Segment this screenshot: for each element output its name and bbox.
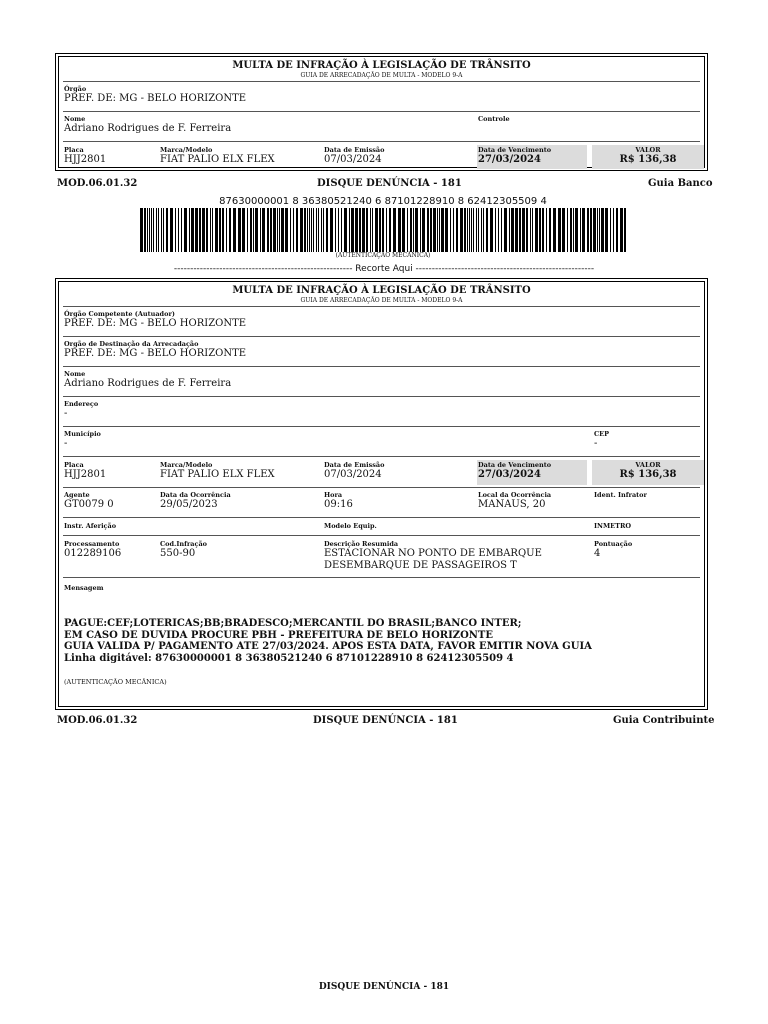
orgao-dest-field	[64, 340, 246, 360]
ident-label: Ident. Infrator	[594, 491, 647, 499]
controle-field	[478, 115, 510, 123]
placa-value: HJJ2801	[64, 154, 107, 165]
ocorrencia-value: 29/05/2023	[160, 499, 218, 510]
municipio-field	[64, 430, 101, 450]
divider	[63, 366, 700, 367]
desc-line-2: DESEMBARQUE DE PASSAGEIROS T	[324, 560, 517, 571]
proc-field	[64, 540, 121, 560]
divider	[63, 336, 700, 337]
orgao-value: PREF. DE: MG - BELO HORIZONTE	[64, 93, 247, 104]
endereco-field	[64, 400, 98, 420]
marca-value: FIAT PALIO ELX FLEX	[160, 154, 275, 165]
divider	[63, 535, 700, 536]
message-line-4: Linha digitável: 87630000001 8 36380521240 6 87101228910 8 62412305509 4	[64, 652, 514, 664]
orgao-label: Órgão	[64, 85, 87, 93]
local-field	[478, 491, 551, 511]
nome-label: Nome	[64, 370, 86, 378]
modelo-field	[324, 522, 377, 530]
modelo-label: Modelo Equip.	[324, 522, 377, 530]
inmetro-label: INMETRO	[594, 522, 632, 530]
hora-field	[324, 491, 353, 511]
ocorrencia-field	[160, 491, 231, 511]
vencimento-field	[478, 461, 551, 481]
proc-label: Processamento	[64, 540, 120, 548]
contrib-slip-subtitle: GUIA DE ARRECADAÇÃO DE MULTA - MODELO 9-A	[300, 297, 463, 304]
emissao-field	[324, 461, 384, 481]
desc-line-1: ESTACIONAR NO PONTO DE EMBARQUE	[324, 548, 542, 559]
orgao-dest-label: Orgão de Destinação da Arrecadação	[64, 340, 199, 348]
cep-field	[594, 430, 609, 450]
controle-label: Controle	[478, 115, 510, 123]
emissao-label: Data de Emissão	[324, 146, 385, 154]
local-label: Local da Ocorrência	[478, 491, 552, 499]
cod-field	[160, 540, 207, 560]
endereco-value: -	[64, 408, 68, 419]
placa-label: Placa	[64, 146, 84, 154]
pont-value: 4	[594, 548, 601, 559]
pont-label: Pontuação	[594, 540, 633, 548]
barcode-number: 87630000001 8 36380521240 6 87101228910 8 62412305509 4	[219, 196, 547, 207]
proc-value: 012289106	[64, 548, 122, 559]
pont-field	[594, 540, 632, 560]
emissao-value: 07/03/2024	[324, 154, 382, 165]
emissao-field	[324, 146, 384, 166]
marca-value: FIAT PALIO ELX FLEX	[160, 469, 275, 480]
bank-footer-center: DISQUE DENÚNCIA - 181	[317, 178, 462, 189]
local-value: MANAUS, 20	[478, 499, 546, 510]
nome-field	[64, 115, 231, 135]
nome-field	[64, 370, 231, 390]
hora-label: Hora	[324, 491, 343, 499]
hora-value: 09:16	[324, 499, 353, 510]
ident-field	[594, 491, 647, 499]
mensagem-label: Mensagem	[64, 584, 104, 592]
bank-slip-title: MULTA DE INFRAÇÃO À LEGISLAÇÃO DE TRÂNSITO	[232, 60, 531, 71]
valor-label: VALOR	[635, 146, 661, 154]
divider	[63, 577, 700, 578]
recorte-aqui: ------------------------------------------------------- Recorte Aqui -------------------------------------------------------	[173, 264, 595, 274]
marca-label: Marca/Modelo	[160, 461, 213, 469]
vencimento-label: Data de Vencimento	[478, 146, 552, 154]
nome-label: Nome	[64, 115, 86, 123]
bank-footer-right: Guia Banco	[648, 178, 713, 189]
cod-value: 550-90	[160, 548, 196, 559]
municipio-value: -	[64, 438, 68, 449]
bank-autenticacao: (AUTENTICAÇÃO MECÂNICA)	[335, 252, 431, 259]
bank-slip	[55, 53, 708, 171]
barcode	[140, 208, 626, 252]
contrib-slip-title: MULTA DE INFRAÇÃO À LEGISLAÇÃO DE TRÂNSITO	[232, 285, 531, 296]
marca-field	[160, 461, 275, 481]
contrib-footer-center: DISQUE DENÚNCIA - 181	[313, 715, 458, 726]
vencimento-label: Data de Vencimento	[478, 461, 552, 469]
marca-label: Marca/Modelo	[160, 146, 213, 154]
valor-field	[592, 461, 704, 481]
orgao-dest-value: PREF. DE: MG - BELO HORIZONTE	[64, 348, 247, 359]
desc-field	[324, 540, 542, 572]
divider	[63, 111, 700, 112]
orgao-field	[64, 85, 246, 105]
divider	[63, 517, 700, 518]
orgao-comp-value: PREF. DE: MG - BELO HORIZONTE	[64, 318, 247, 329]
emissao-value: 07/03/2024	[324, 469, 382, 480]
municipio-label: Município	[64, 430, 101, 438]
valor-label: VALOR	[635, 461, 661, 469]
placa-value: HJJ2801	[64, 469, 107, 480]
divider	[63, 306, 700, 307]
message-line-3: GUIA VALIDA P/ PAGAMENTO ATE 27/03/2024. APOS ESTA DATA, FAVOR EMITIR NOVA GUIA	[64, 641, 592, 652]
mensagem-body	[64, 618, 592, 664]
cep-value: -	[594, 438, 598, 449]
nome-value: Adriano Rodrigues de F. Ferreira	[64, 123, 232, 134]
divider	[63, 81, 700, 82]
divider	[63, 487, 700, 488]
cep-label: CEP	[594, 430, 610, 438]
nome-value: Adriano Rodrigues de F. Ferreira	[64, 378, 232, 389]
agente-field	[64, 491, 114, 511]
divider	[63, 141, 700, 142]
agente-label: Agente	[64, 491, 90, 499]
message-line-2: EM CASO DE DUVIDA PROCURE PBH - PREFEITURA DE BELO HORIZONTE	[64, 629, 493, 641]
vencimento-value: 27/03/2024	[478, 469, 541, 480]
endereco-label: Endereço	[64, 400, 99, 408]
message-line-1: PAGUE:CEF;LOTERICAS;BB;BRADESCO;MERCANTIL DO BRASIL;BANCO INTER;	[64, 618, 522, 629]
contrib-slip-frame	[58, 281, 705, 707]
desc-label: Descrição Resumida	[324, 540, 399, 548]
contrib-autenticacao-text: (AUTENTICAÇÃO MECÂNICA)	[64, 678, 167, 686]
vencimento-field	[478, 146, 551, 166]
contrib-footer-right: Guia Contribuinte	[613, 715, 715, 726]
vencimento-value: 27/03/2024	[478, 154, 541, 165]
divider	[63, 396, 700, 397]
bank-slip-subtitle: GUIA DE ARRECADAÇÃO DE MULTA - MODELO 9-A	[300, 72, 463, 79]
agente-value: GT0079 0	[64, 499, 114, 510]
valor-value: R$ 136,38	[619, 154, 677, 165]
placa-label: Placa	[64, 461, 84, 469]
inmetro-field	[594, 522, 631, 530]
ocorrencia-label: Data da Ocorrência	[160, 491, 231, 499]
page-footer: DISQUE DENÚNCIA - 181	[318, 982, 450, 992]
bank-slip-frame	[58, 56, 705, 168]
bank-footer-left: MOD.06.01.32	[57, 178, 138, 189]
instr-label: Instr. Aferição	[64, 522, 117, 530]
divider	[63, 456, 700, 457]
mensagem-field	[64, 584, 104, 592]
valor-field	[592, 146, 704, 166]
placa-field	[64, 146, 106, 166]
divider	[63, 426, 700, 427]
orgao-comp-label: Órgão Competente (Autuador)	[64, 310, 175, 318]
cod-label: Cod.Infração	[160, 540, 208, 548]
marca-field	[160, 146, 275, 166]
contrib-slip-header	[59, 285, 704, 305]
placa-field	[64, 461, 106, 481]
bank-slip-header	[59, 60, 704, 80]
instr-field	[64, 522, 116, 530]
orgao-comp-field	[64, 310, 246, 330]
valor-value: R$ 136,38	[619, 469, 677, 480]
contrib-footer-left: MOD.06.01.32	[57, 715, 138, 726]
contrib-slip	[55, 278, 708, 710]
emissao-label: Data de Emissão	[324, 461, 385, 469]
contrib-autenticacao	[64, 669, 167, 688]
